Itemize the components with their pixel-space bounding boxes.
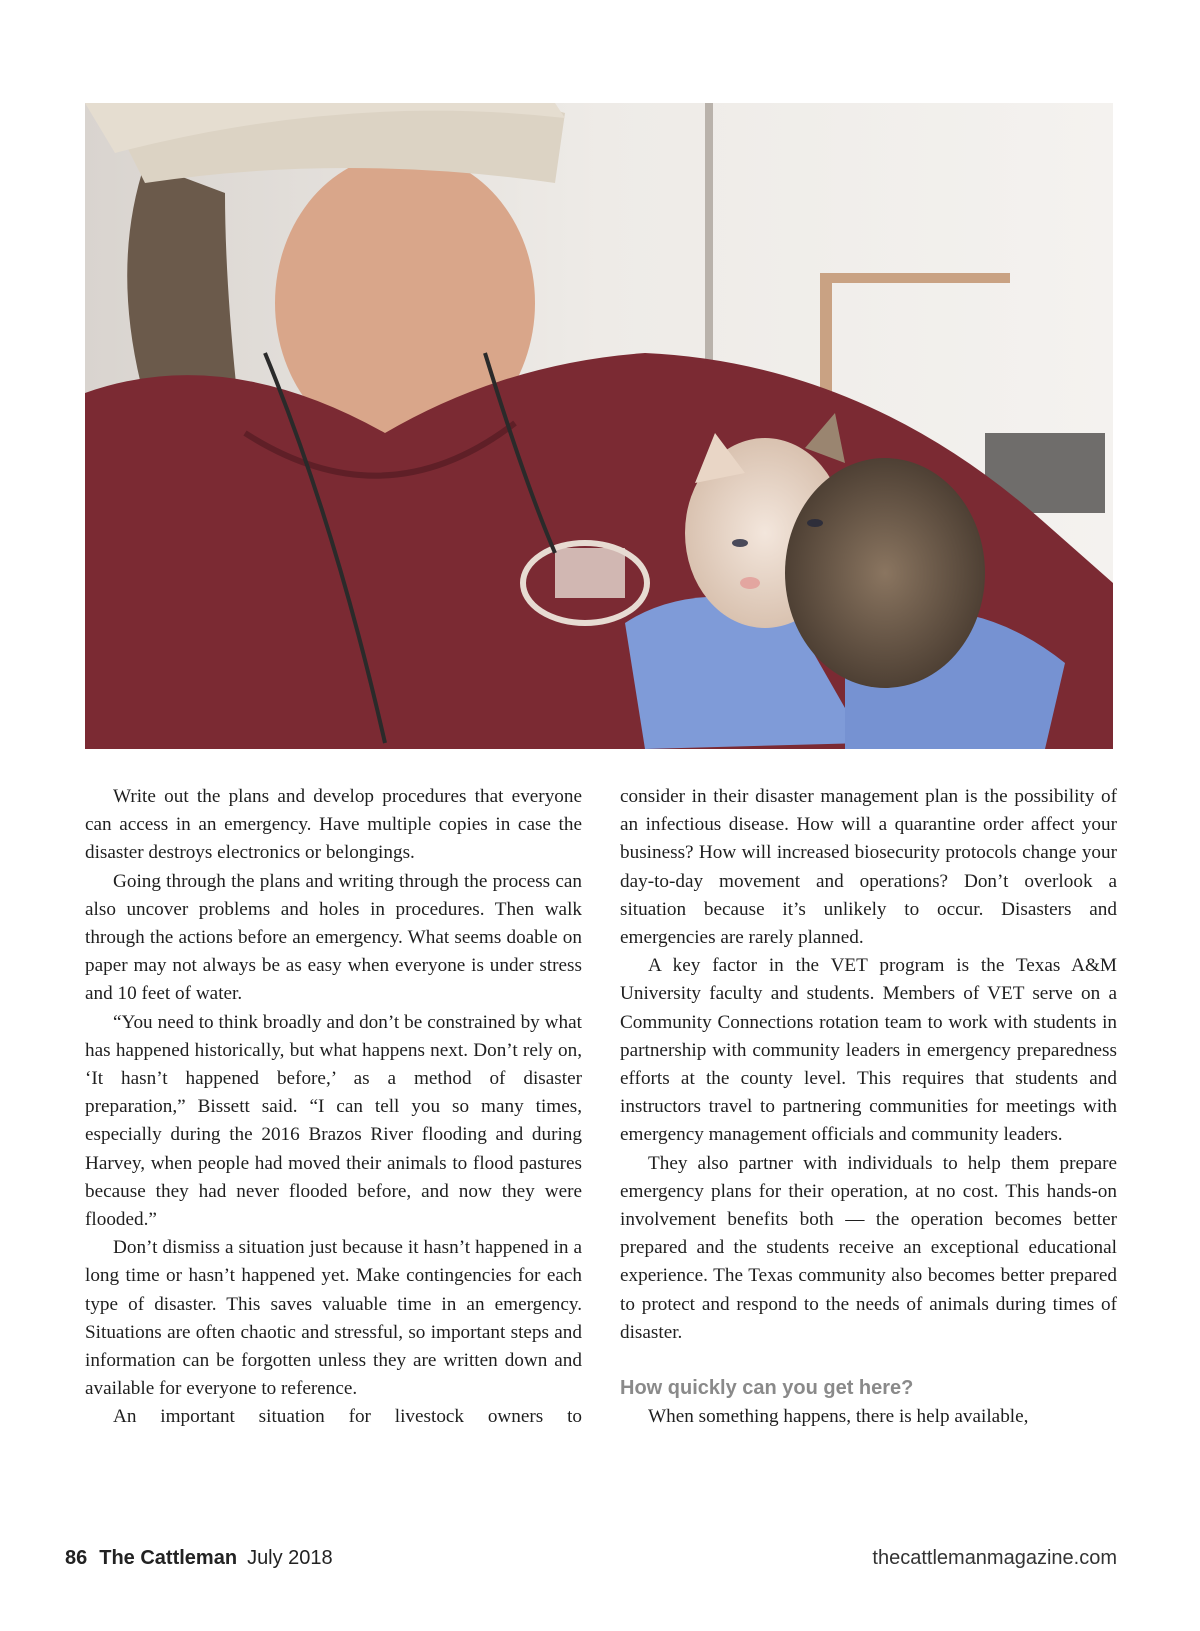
paragraph: “You need to think broadly and don’t be constrained by what has happened historically, but what happens next. Don’t rely on, ‘It hasn’t happened before,’ as a method of disaster preparation,” Bissett said. “I can tell you so many times, especially during the 2016 Brazos River flooding and during Harvey, when people had moved their animals to flood pastures because they had never flooded before, and now they were flooded.” [85,1011,582,1231]
footer-left [65,1547,333,1570]
paragraph: Going through the plans and writing through the process can also uncover problems and holes in procedures. Then walk through the actions before an emergency. What seems doable on paper may not always be as easy when everyone is under stress and 10 feet of water. [85,870,582,1005]
paragraph: Don’t dismiss a situation just because it hasn’t happened in a long time or hasn’t happened yet. Make contingencies for each type of disaster. This saves valuable time in an emergency. Situations are often chaotic and stressful, so important steps and information can be forgotten unless they are written down and available for everyone to reference. [85,1237,582,1400]
issue-date: July 2018 [247,1547,333,1569]
left-column [85,783,582,1432]
paragraph: When something happens, there is help available, [648,1406,1029,1428]
paragraph: consider in their disaster management plan is the possibility of an infectious disease. How will a quarantine order affect your business? How will increased biosecurity protocols change your day-to-day movement and operations? Don’t overlook a situation because it’s unlikely to occur. Disasters and emergencies are rarely planned. [620,786,1117,949]
paragraph: A key factor in the VET program is the Texas A&M University faculty and students. Members of VET serve on a Community Connections rotation team to work with students in partnership with community leaders in emergency preparedness efforts at the county level. This requires that students and instructors travel to partnering communities for meetings with emergency management officials and community leaders. [620,955,1117,1146]
magazine-name: The Cattleman [99,1547,238,1569]
paragraph: They also partner with individuals to help them prepare emergency plans for their operation, at no cost. This hands-on involvement benefits both — the operation becomes better prepared and the students receive an exceptional educational experience. The Texas community also becomes better prepared to protect and respond to the needs of animals during times of disaster. [620,1152,1117,1343]
photo-woman-holding-kittens-icon [85,103,1113,749]
right-column [620,783,1117,1431]
website-link[interactable]: thecattlemanmagazine.com [872,1547,1117,1569]
paragraph: An important situation for livestock owners to [113,1406,582,1428]
page-footer [65,1547,1117,1577]
paragraph: Write out the plans and develop procedures that everyone can access in an emergency. Have multiple copies in case the disaster destroys electronics or belongings. [85,786,582,864]
section-subhead: How quickly can you get here? [620,1377,914,1400]
article-photo [85,103,1113,749]
page-number: 86 [65,1547,88,1569]
